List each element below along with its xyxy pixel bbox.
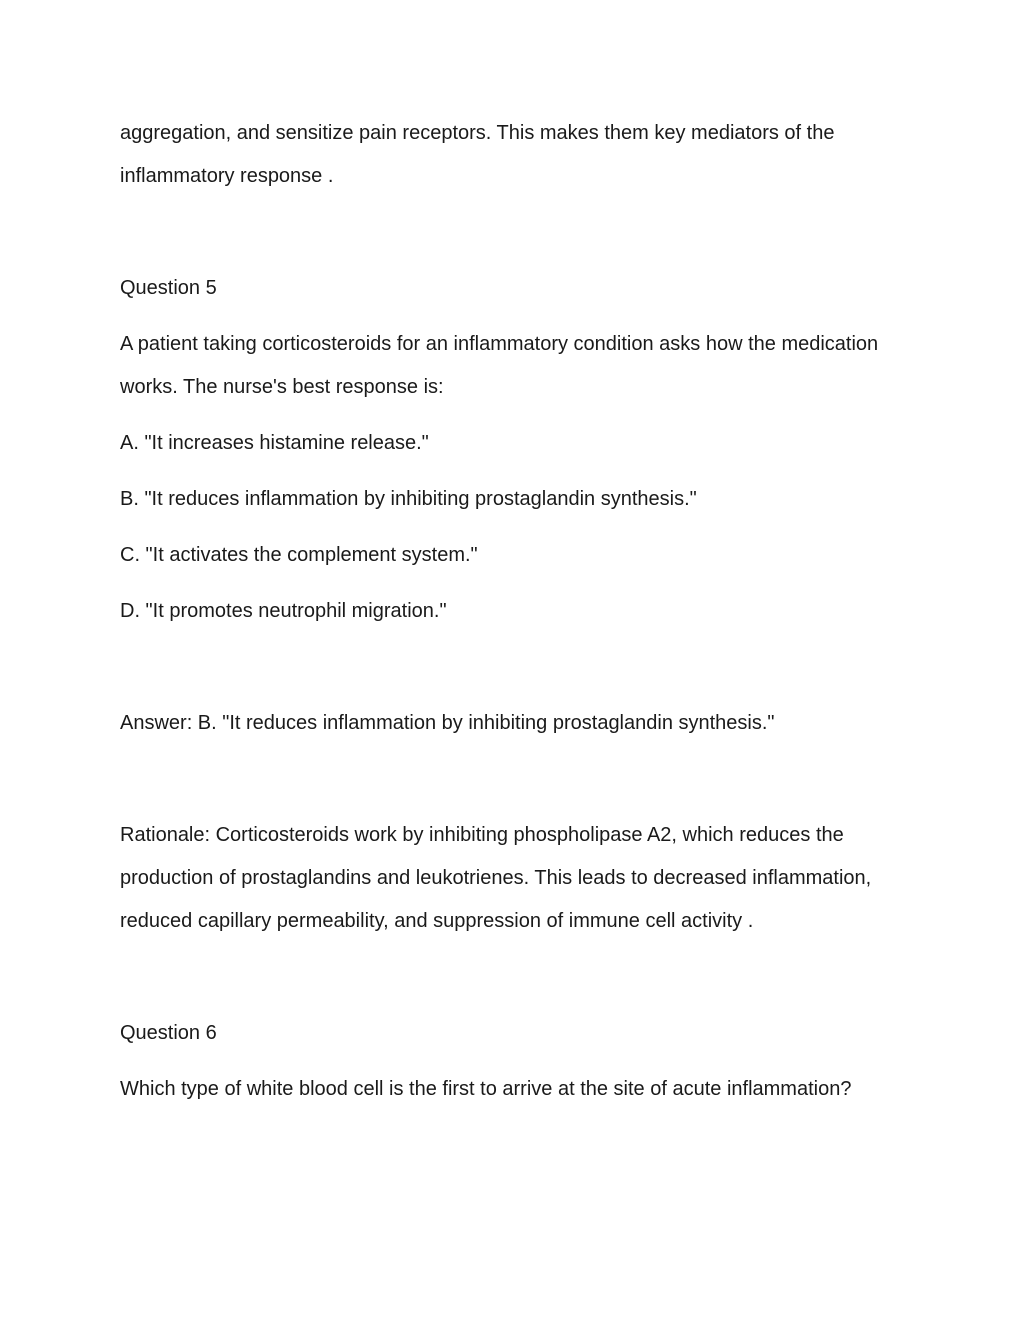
question-6-heading: Question 6 xyxy=(120,1022,217,1044)
question-5-stem: A patient taking corticosteroids for an inflammatory condition asks how the medication works. The nurse's best response is: xyxy=(120,333,879,398)
document-body xyxy=(120,112,910,1111)
question-5-rationale: Rationale: Corticosteroids work by inhibiting phospholipase A2, which reduces the production of prostaglandins and leukotrienes. This leads to decreased inflammation, reduced capillary permeability, and suppression of immune cell activity . xyxy=(120,824,872,932)
question-5-option-a: A. "It increases histamine release." xyxy=(120,432,429,454)
question-5-option-c: C. "It activates the complement system." xyxy=(120,544,478,566)
question-5-answer: Answer: B. "It reduces inflammation by inhibiting prostaglandin synthesis." xyxy=(120,712,775,734)
question-5-option-d: D. "It promotes neutrophil migration." xyxy=(120,600,447,622)
question-6-stem: Which type of white blood cell is the first to arrive at the site of acute inflammation? xyxy=(120,1078,852,1100)
intro-continuation-text: aggregation, and sensitize pain receptors. This makes them key mediators of the inflammatory response . xyxy=(120,122,835,187)
question-5-option-b: B. "It reduces inflammation by inhibiting prostaglandin synthesis." xyxy=(120,488,697,510)
question-5-heading: Question 5 xyxy=(120,277,217,299)
